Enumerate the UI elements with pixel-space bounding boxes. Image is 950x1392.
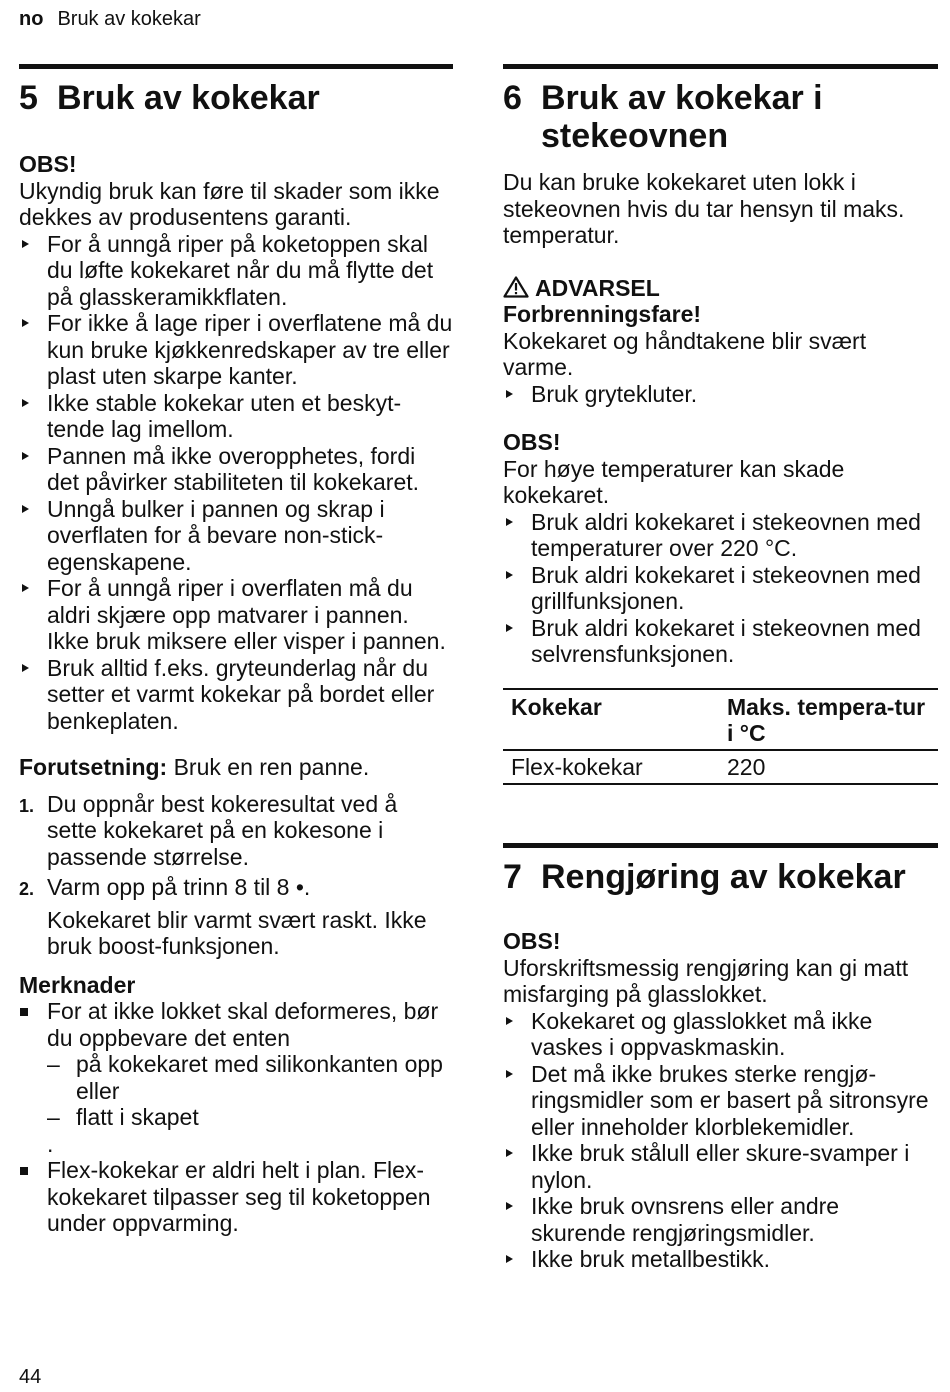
table-cell: 220 (727, 753, 766, 780)
obs-text: Ukyndig bruk kan føre til skader som ikke dekkes av produsentens garanti. (19, 177, 440, 230)
step-number: 1. (19, 795, 35, 816)
page-header (19, 8, 201, 31)
note-item: Flex-kokekar er aldri helt i plan. Flex-kokekaret tilpasser seg til koketoppen under oppvarming. (19, 1157, 453, 1237)
language-code: no (19, 8, 44, 30)
obs-label: OBS! (503, 429, 561, 455)
section-5-heading (19, 79, 453, 117)
section-7-heading (503, 858, 938, 896)
note-text: For at ikke lokket skal deformeres, bør du oppbevare det enten (47, 998, 439, 1051)
dash-item: – på kokekaret med silikonkanten opp eller (47, 1051, 453, 1104)
section-title: Bruk av kokekar i stekeovnen (541, 79, 823, 155)
warning-list (503, 381, 938, 408)
right-column (503, 64, 938, 1273)
list-item: Bruk aldri kokekaret i stekeovnen med selvrensfunksjonen. (503, 615, 938, 668)
note-item (19, 998, 453, 1157)
list-item: Bruk grytekluter. (503, 381, 938, 408)
table-row (503, 750, 938, 785)
note-end: . (47, 1130, 54, 1157)
warning-header (503, 275, 938, 302)
caution-list (19, 231, 453, 735)
obs-text: Uforskriftsmessig rengjøring kan gi matt misfarging på glasslokket. (503, 954, 909, 1007)
prerequisite-text: Bruk en ren panne. (173, 754, 370, 780)
warning-label: ADVARSEL (535, 274, 660, 301)
warning-text: Kokekaret og håndtakene blir svært varme. (503, 327, 867, 380)
prerequisite-label: Forutsetning: (19, 754, 168, 780)
list-item: Ikke bruk stålull eller skure-svamper i nylon. (503, 1140, 938, 1193)
section-number: 7 (503, 858, 522, 896)
section-rule (19, 64, 453, 69)
obs-label: OBS! (19, 151, 77, 177)
section-title: Bruk av kokekar (57, 79, 320, 117)
obs-text: For høye temperaturer kan skade kokekaret. (503, 455, 845, 508)
step-item (19, 874, 453, 901)
section-rule (503, 64, 938, 69)
notes-label: Merknader (19, 971, 136, 998)
table-header-row (503, 689, 938, 750)
warning-title: Forbrenningsfare! (503, 301, 702, 327)
header-title: Bruk av kokekar (57, 8, 201, 30)
list-item: Ikke bruk ovnsrens eller andre skurende rengjøringsmidler. (503, 1193, 938, 1246)
table-cell: Flex-kokekar (511, 753, 643, 780)
section-number: 5 (19, 79, 38, 117)
page-number: 44 (19, 1366, 42, 1388)
prerequisite (19, 754, 453, 781)
obs-label: OBS! (503, 928, 561, 954)
list-item: Bruk alltid f.eks. gryteunderlag når du setter et varmt kokekar på bordet eller benkeplaten. (19, 655, 453, 735)
list-item: Ikke bruk metallbestikk. (503, 1246, 938, 1273)
list-item: Ikke stable kokekar uten et beskyt-tende lag imellom. (19, 390, 453, 443)
dash-item: – flatt i skapet (47, 1104, 453, 1131)
step-text: Varm opp på trinn 8 til 8 •. (47, 874, 311, 900)
section-rule (503, 843, 938, 848)
step-text: Du oppnår best kokeresultat ved å sette kokekaret på en kokesone i passende størrelse. (47, 790, 398, 870)
section-title: Rengjøring av kokekar (541, 858, 906, 896)
list-item: Pannen må ikke overopphetes, fordi det påvirker stabiliteten til kokekaret. (19, 443, 453, 496)
caution-list (503, 509, 938, 668)
list-item: Bruk aldri kokekaret i stekeovnen med temperaturer over 220 °C. (503, 509, 938, 562)
temperature-table (503, 688, 938, 786)
list-item: Unngå bulker i pannen og skrap i overflaten for å bevare non-stick-egenskapene. (19, 496, 453, 576)
list-item: For å unngå riper på koketoppen skal du løfte kokekaret når du må flytte det på glasskeramikkflaten. (19, 231, 453, 311)
notes-list (19, 998, 453, 1237)
list-item: Bruk aldri kokekaret i stekeovnen med grillfunksjonen. (503, 562, 938, 615)
list-item: For å unngå riper i overflaten må du aldri skjære opp matvarer i pannen. Ikke bruk miksere eller visper i pannen. (19, 575, 453, 655)
caution-list (503, 1008, 938, 1273)
left-column (19, 64, 453, 1237)
list-item: For ikke å lage riper i overflatene må du kun bruke kjøkkenredskaper av tre eller plast uten skarpe kanter. (19, 310, 453, 390)
step-item (19, 791, 453, 871)
list-item: Det må ikke brukes sterke rengjø-ringsmidler som er basert på sitronsyre eller inneholder klorblekemidler. (503, 1061, 938, 1141)
step-number: 2. (19, 879, 35, 899)
section-6-heading (503, 79, 938, 155)
table-header: Kokekar (511, 693, 602, 720)
steps-list (19, 791, 453, 901)
table-header: Maks. tempera-tur i °C (727, 693, 926, 746)
dash-list (47, 1051, 453, 1131)
section-number: 6 (503, 79, 522, 117)
step-result: Kokekaret blir varmt svært raskt. Ikke bruk boost-funksjonen. (47, 906, 427, 959)
section-intro: Du kan bruke kokekaret uten lokk i stekeovnen hvis du tar hensyn til maks. temperatur. (503, 169, 905, 248)
warning-triangle-icon (503, 276, 529, 298)
list-item: Kokekaret og glasslokket må ikke vaskes i oppvaskmaskin. (503, 1008, 938, 1061)
